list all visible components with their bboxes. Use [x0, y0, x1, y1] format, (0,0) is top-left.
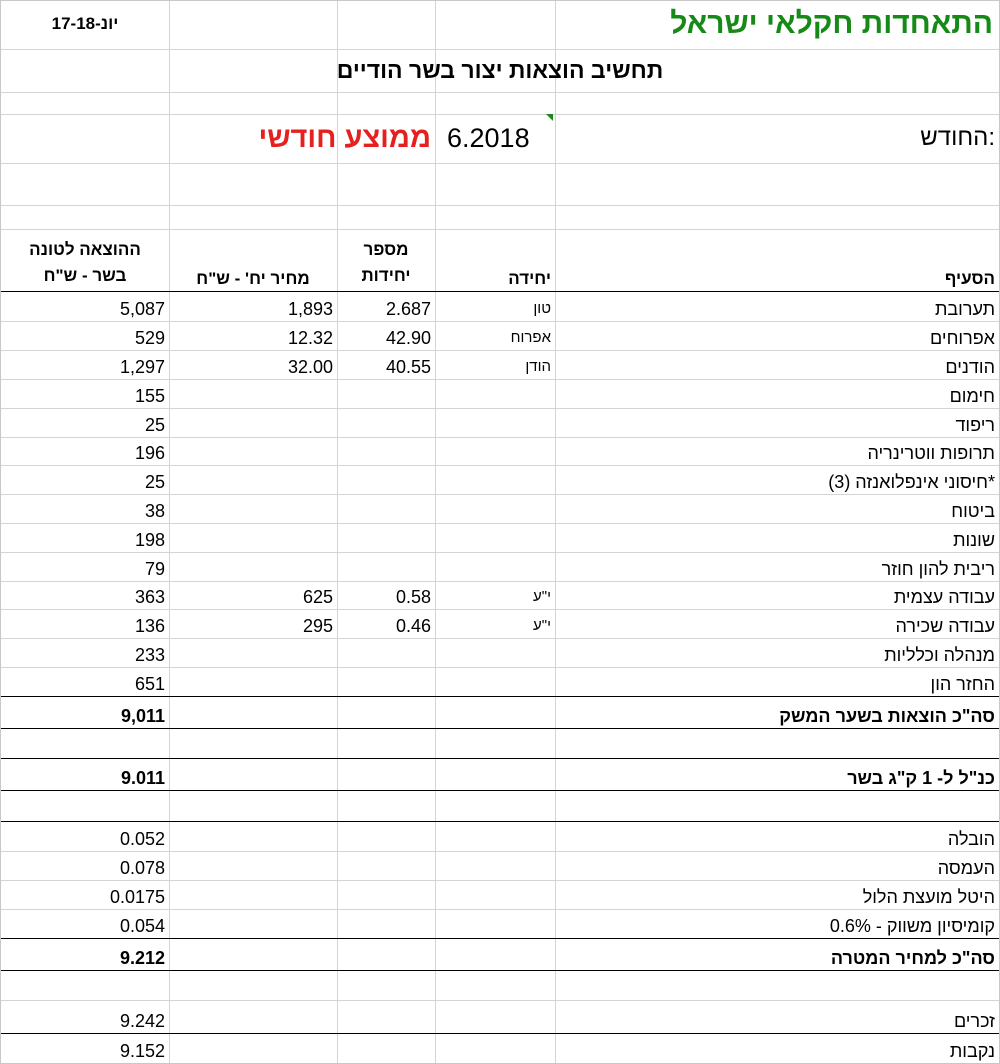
cost-cell[interactable]: 136 — [134, 616, 165, 636]
extra-value[interactable]: 0.078 — [119, 858, 165, 878]
sex-item[interactable]: זכרים — [953, 1011, 995, 1031]
column-header-unit-price: מחיר יח' - ש"ח — [196, 269, 310, 288]
total-farm-label: סה"כ הוצאות בשער המשק — [779, 706, 995, 726]
column-header-row — [1, 229, 999, 291]
price-cell[interactable]: 295 — [302, 616, 333, 636]
item-cell[interactable]: מנהלה וכלליות — [884, 645, 995, 665]
sex-value[interactable]: 9.152 — [119, 1041, 165, 1061]
organization-title: התאחדות חקלאי ישראל — [670, 7, 993, 40]
extra-row — [1, 851, 999, 880]
item-cell[interactable]: הודנים — [945, 357, 995, 377]
cost-cell[interactable]: 155 — [134, 386, 165, 406]
num-units-header-line1: מספר — [363, 240, 409, 259]
num-units-header-line2: יחידות — [361, 266, 411, 285]
item-cell[interactable]: תערובת — [934, 299, 995, 319]
item-cell[interactable]: תרופות ווטרינריה — [867, 443, 995, 463]
cost-header-line1: ההוצאה לטונה — [29, 240, 141, 259]
subtitle-row — [1, 49, 999, 92]
per-kg-label: כנ"ל ל- 1 ק"ג בשר — [847, 768, 995, 788]
table-row — [1, 523, 999, 552]
item-cell[interactable]: שונות — [953, 530, 995, 550]
month-row — [1, 114, 999, 163]
unit-cell[interactable]: י"ע — [533, 617, 551, 634]
column-header-cost — [1, 229, 169, 291]
cost-cell[interactable]: 196 — [134, 443, 165, 463]
price-cell[interactable]: 32.00 — [287, 357, 333, 377]
qty-cell[interactable]: 2.687 — [385, 299, 431, 319]
target-total-label: סה"כ למחיר המטרה — [830, 948, 995, 968]
table-row — [1, 609, 999, 638]
table-row — [1, 379, 999, 408]
item-cell[interactable]: עבודה עצמית — [893, 587, 995, 607]
table-row — [1, 667, 999, 696]
cost-cell[interactable]: 25 — [144, 472, 165, 492]
month-value[interactable]: 6.2018 — [447, 122, 530, 153]
item-cell[interactable]: ריפוד — [955, 415, 995, 435]
title-row — [1, 1, 999, 49]
month-label: החודש: — [920, 123, 995, 151]
per-kg-row — [1, 758, 999, 790]
table-row — [1, 638, 999, 667]
extra-item[interactable]: קומיסיון משווק - 0.6% — [829, 916, 995, 936]
cost-cell[interactable]: 79 — [144, 559, 165, 579]
sheet-subtitle: תחשיב הוצאות יצור בשר הודיים — [336, 56, 664, 83]
sex-value[interactable]: 9.242 — [119, 1011, 165, 1031]
sex-row — [1, 1033, 999, 1063]
item-cell[interactable]: ריבית להון חוזר — [881, 559, 995, 579]
cost-header-line2: בשר - ש"ח — [43, 266, 127, 285]
cost-cell[interactable]: 38 — [144, 501, 165, 521]
total-farm-value[interactable]: 9,011 — [120, 706, 165, 726]
table-row — [1, 437, 999, 465]
item-cell[interactable]: אפרוחים — [930, 328, 995, 348]
price-cell[interactable]: 625 — [302, 587, 333, 607]
extra-value[interactable]: 0.0175 — [109, 887, 165, 907]
item-cell[interactable]: עבודה שכירה — [895, 616, 995, 636]
extra-value[interactable]: 0.052 — [119, 829, 165, 849]
cost-cell[interactable]: 25 — [144, 415, 165, 435]
cost-cell[interactable]: 198 — [134, 530, 165, 550]
item-cell[interactable]: ביטוח — [951, 501, 995, 521]
sex-row — [1, 1000, 999, 1033]
unit-cell[interactable]: הודן — [525, 358, 551, 375]
item-cell[interactable]: חיסוני אינפלואנזה (3)* — [828, 472, 995, 492]
item-cell[interactable]: חימום — [949, 386, 995, 406]
extra-row — [1, 909, 999, 938]
table-row — [1, 465, 999, 494]
column-header-item: הסעיף — [944, 269, 995, 288]
table-row — [1, 494, 999, 523]
cost-cell[interactable]: 363 — [134, 587, 165, 607]
table-row — [1, 321, 999, 350]
extra-item[interactable]: היטל מועצת הלול — [862, 887, 995, 907]
table-row — [1, 350, 999, 379]
target-total-row — [1, 938, 999, 970]
item-cell[interactable]: החזר הון — [930, 674, 995, 694]
cost-cell[interactable]: 1,297 — [119, 357, 165, 377]
table-row — [1, 291, 999, 321]
qty-cell[interactable]: 42.90 — [385, 328, 431, 348]
average-label: ממוצע חודשי — [258, 121, 431, 154]
price-cell[interactable]: 1,893 — [287, 299, 333, 319]
total-farm-row — [1, 696, 999, 728]
per-kg-value[interactable]: 9.011 — [120, 768, 165, 788]
qty-cell[interactable]: 0.58 — [395, 587, 431, 607]
price-cell[interactable]: 12.32 — [287, 328, 333, 348]
sex-item[interactable]: נקבות — [949, 1041, 995, 1061]
qty-cell[interactable]: 0.46 — [395, 616, 431, 636]
extra-row — [1, 880, 999, 909]
unit-cell[interactable]: טון — [533, 300, 551, 317]
report-date: 17-יונ-18 — [51, 14, 119, 33]
table-row — [1, 581, 999, 609]
cost-cell[interactable]: 5,087 — [119, 299, 165, 319]
column-header-unit: יחידה — [508, 269, 551, 288]
extra-row — [1, 821, 999, 851]
cost-cell[interactable]: 529 — [134, 328, 165, 348]
table-row — [1, 408, 999, 437]
target-total-value[interactable]: 9.212 — [119, 948, 165, 968]
cost-cell[interactable]: 233 — [134, 645, 165, 665]
unit-cell[interactable]: י"ע — [533, 588, 551, 605]
extra-value[interactable]: 0.054 — [119, 916, 165, 936]
qty-cell[interactable]: 40.55 — [385, 357, 431, 377]
unit-cell[interactable]: אפרוח — [510, 329, 551, 346]
table-row — [1, 552, 999, 581]
extra-item[interactable]: העמסה — [937, 858, 995, 878]
cost-cell[interactable]: 651 — [134, 674, 165, 694]
column-header-num-units — [337, 229, 435, 291]
extra-item[interactable]: הובלה — [947, 829, 995, 849]
